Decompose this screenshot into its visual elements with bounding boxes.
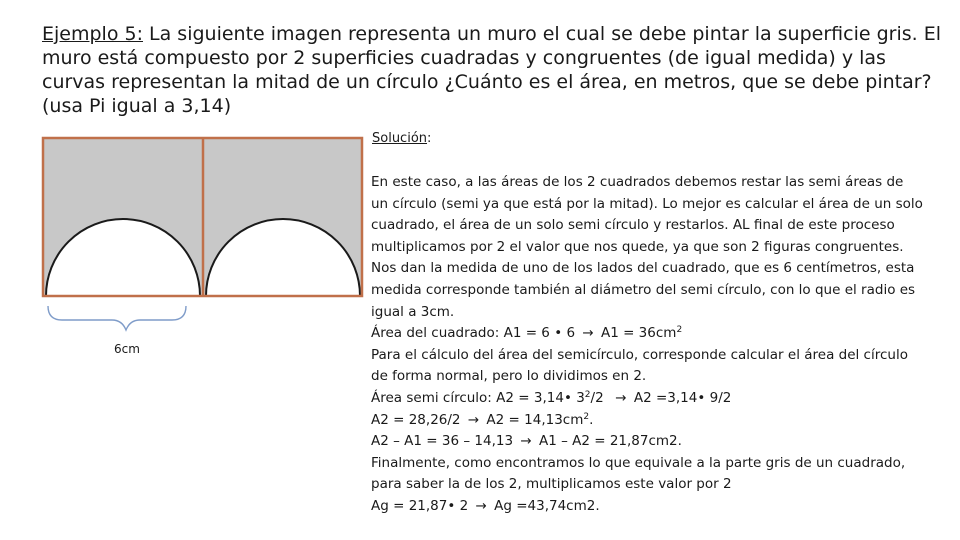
solution-colon: :: [427, 131, 432, 146]
result-part: Ag =43,74cm2.: [494, 497, 600, 514]
solution-line: Para el cálculo del área del semicírculo, corresponde calcular el área del círculo: [371, 346, 908, 363]
arrow-icon: →: [467, 411, 480, 428]
solution-line: de forma normal, pero lo dividimos en 2.: [371, 368, 647, 385]
superscript: 2: [583, 411, 590, 422]
measure-brace: [48, 306, 186, 330]
a2-part: A2 = 28,26/2: [371, 411, 461, 428]
a2-part: A2 = 14,13cm: [486, 411, 584, 428]
arrow-icon: →: [520, 433, 532, 450]
solution-body: [371, 172, 960, 518]
bullet-glyph: •: [563, 389, 572, 406]
wall-figure: [40, 135, 370, 367]
area-semicircle-line: [371, 388, 960, 410]
solution-line: cuadrado, el área de un solo semi círculo y restarlos. AL final de este proceso: [371, 217, 895, 234]
problem-label: Ejemplo 5:: [42, 23, 143, 45]
result-part: Ag = 21,87: [371, 497, 448, 514]
area-semi-part: 3: [576, 389, 585, 406]
measure-label: 6cm: [114, 342, 140, 356]
solution-line: Nos dan la medida de uno de los lados del cuadrado, que es 6 centímetros, esta: [371, 260, 915, 277]
a2-part: .: [589, 411, 594, 428]
area-square-part: 6: [566, 325, 576, 342]
a2-line: [371, 410, 960, 432]
bullet-glyph: •: [447, 497, 456, 514]
subtraction-part: A1 – A2 = 21,87cm2.: [538, 433, 682, 450]
superscript: 2: [584, 389, 591, 400]
bullet-glyph: •: [697, 389, 706, 406]
area-semi-part: /2: [590, 389, 604, 406]
area-square-line: [371, 323, 960, 345]
wall-diagram: [40, 135, 370, 367]
result-line: [371, 496, 960, 518]
problem-text: La siguiente imagen representa un muro el cual se debe pintar la superficie gris. El muro está compuesto por 2 superficies cuadradas y congruentes (de igual medida) y las curvas representan la mitad de un círculo ¿Cuánto es el área, en metros, que se debe pintar? (usa Pi igual a 3,14): [42, 23, 941, 117]
superscript: 2: [676, 325, 683, 336]
arrow-icon: →: [475, 497, 487, 514]
solution-line: medida corresponde también al diámetro del semi círculo, con lo que el radio es: [371, 281, 916, 298]
area-square-part: A1 = 36cm: [600, 325, 677, 342]
area-semi-part: Área semi círculo: A2 = 3,14: [371, 389, 564, 406]
bullet-glyph: •: [554, 325, 563, 342]
subtraction-line: [371, 431, 960, 453]
result-part: 2: [459, 497, 469, 514]
solution-line: multiplicamos por 2 el valor que nos quede, ya que son 2 figuras congruentes.: [371, 238, 904, 255]
solution-line: para saber la de los 2, multiplicamos este valor por 2: [371, 476, 732, 493]
arrow-icon: →: [615, 389, 627, 406]
area-semi-part: 9/2: [709, 389, 732, 406]
solution-line: igual a 3cm.: [371, 303, 455, 320]
problem-statement: [42, 22, 947, 118]
solution-line: Finalmente, como encontramos lo que equivale a la parte gris de un cuadrado,: [371, 454, 906, 471]
subtraction-part: A2 – A1 = 36 – 14,13: [371, 433, 514, 450]
solution-label: Solución: [372, 131, 428, 146]
arrow-icon: →: [582, 325, 594, 342]
solution-line: un círculo (semi ya que está por la mitad). Lo mejor es calcular el área de un solo: [371, 195, 923, 212]
area-square-part: Área del cuadrado: A1 = 6: [371, 325, 550, 342]
solution-heading: [372, 130, 431, 148]
area-semi-part: A2 =3,14: [633, 389, 698, 406]
solution-line: En este caso, a las áreas de los 2 cuadrados debemos restar las semi áreas de: [371, 174, 904, 190]
